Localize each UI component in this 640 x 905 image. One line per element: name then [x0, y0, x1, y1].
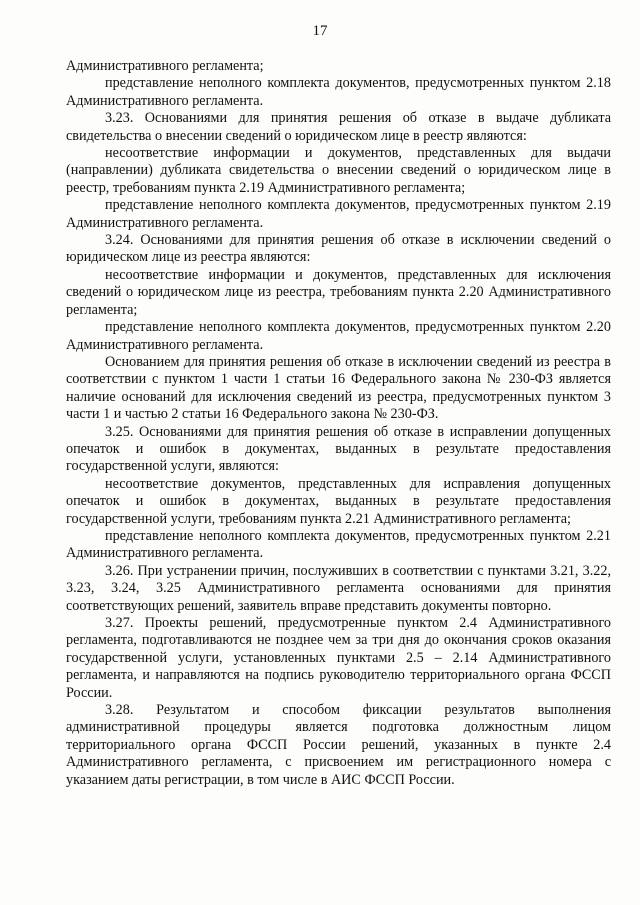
- paragraph-3-23: 3.23. Основаниями для принятия решения об отказе в выдаче дубликата свидетельства о внесении сведений о юридическом лице в реестр являются:: [66, 110, 611, 144]
- paragraph: представление неполного комплекта документов, предусмотренных пунктом 2.18 Административного регламента.: [66, 75, 611, 109]
- paragraph-3-27: 3.27. Проекты решений, предусмотренные пунктом 2.4 Административного регламента, подготавливаются не позднее чем за три дня до окончания сроков оказания государственной услуги, установленных пунктами 2.5 – 2.14 Административного регламента, и направляются на подпись руководителю территориального органа ФССП России.: [66, 615, 611, 701]
- page-number: 17: [312, 23, 328, 39]
- document-body: [66, 58, 611, 789]
- paragraph-3-24: 3.24. Основаниями для принятия решения об отказе в исключении сведений о юридическом лице из реестра являются:: [66, 232, 611, 266]
- paragraph: несоответствие информации и документов, представленных для выдачи (направлении) дубликата свидетельства о внесении сведений о юридическом лице в реестр, требованиям пункта 2.19 Административного регламента;: [66, 145, 611, 196]
- paragraph-3-28: 3.28. Результатом и способом фиксации результатов выполнения административной процедуры является подготовка должностным лицом территориального органа ФССП России решений, указанных в пункте 2.4 Административного регламента, с присвоением им регистрационного номера с указанием даты регистрации, в том числе в АИС ФССП России.: [66, 702, 611, 788]
- paragraph-3-25: 3.25. Основаниями для принятия решения об отказе в исправлении допущенных опечаток и ошибок в документах, выданных в результате предоставления государственной услуги, являются:: [66, 423, 611, 475]
- paragraph-continuation: Административного регламента;: [66, 58, 264, 74]
- paragraph: несоответствие информации и документов, представленных для исключения сведений о юридическом лице из реестра, требованиям пункта 2.20 Административного регламента;: [66, 266, 611, 318]
- paragraph: несоответствие документов, представленных для исправления допущенных опечаток и ошибок в документах, выданных в результате предоставления государственной услуги, требованиям пункта 2.21 Административного регламента;: [66, 475, 611, 527]
- paragraph: Основанием для принятия решения об отказе в исключении сведений из реестра в соответствии с пунктом 1 части 1 статьи 16 Федерального закона № 230-ФЗ является наличие оснований для исключения сведений из реестра, предусмотренных пунктом 3 части 1 и частью 2 статьи 16 Федерального закона № 230-ФЗ.: [66, 353, 611, 423]
- paragraph: представление неполного комплекта документов, предусмотренных пунктом 2.19 Административного регламента.: [66, 197, 611, 231]
- paragraph: представление неполного комплекта документов, предусмотренных пунктом 2.21 Административного регламента.: [66, 527, 611, 562]
- paragraph: представление неполного комплекта документов, предусмотренных пунктом 2.20 Административного регламента.: [66, 319, 611, 353]
- paragraph-3-26: 3.26. При устранении причин, послуживших в соответствии с пунктами 3.21, 3.22, 3.23, 3.24, 3.25 Административного регламента основаниями для принятия соответствующих решений, заявитель вправе представить документы повторно.: [66, 562, 611, 614]
